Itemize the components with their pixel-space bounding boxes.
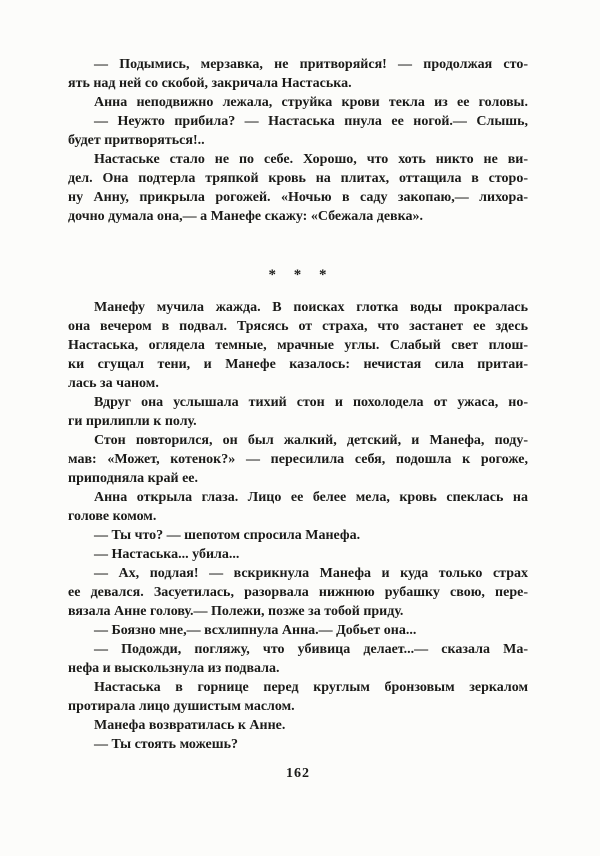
text-line: — Неужто прибила? — Настаська пнула ее ногой.— Слышь, — [94, 114, 528, 129]
text-line: нефа и выскользнула из подвала. — [68, 661, 280, 676]
text-line: Анна открыла глаза. Лицо ее белее мела, кровь спеклась на — [94, 490, 528, 505]
text-block — [68, 55, 528, 754]
text-line: ее девался. Засуетилась, разорвала нижнюю рубашку свою, пере- — [68, 585, 528, 600]
text-line: Настаське стало не по себе. Хорошо, что хоть никто не ви- — [94, 152, 528, 167]
text-line: ять над ней со скобой, закричала Настаська. — [68, 76, 352, 91]
text-line: дел. Она подтерла тряпкой кровь на плитах, оттащила в сторо- — [68, 171, 528, 186]
text-line: Настаська, оглядела темные, мрачные углы. Слабый свет плош- — [68, 338, 528, 353]
text-line: — Ах, подлая! — вскрикнула Манефа и куда только страх — [94, 566, 528, 581]
text-line: Вдруг она услышала тихий стон и похолодела от ужаса, но- — [94, 395, 528, 410]
text-line: — Настаська... убила... — [94, 547, 240, 562]
text-line: лась за чаном. — [68, 376, 159, 391]
text-line: вязала Анне голову.— Полежи, позже за тобой приду. — [68, 604, 404, 619]
text-line: ки сгущал тени, и Манефе казалось: нечистая сила притаи- — [68, 357, 528, 372]
text-line: Стон повторился, он был жалкий, детский, и Манефа, поду- — [94, 433, 528, 448]
text-line: будет притворяться!.. — [68, 133, 205, 148]
section-separator: * * * — [268, 267, 328, 283]
text-line: Манефа возвратилась к Анне. — [94, 718, 286, 733]
text-line: приподняла край ее. — [68, 471, 199, 486]
text-line: голове комом. — [68, 509, 157, 524]
text-line: — Боязно мне,— всхлипнула Анна.— Добьет она... — [94, 623, 417, 638]
text-line: протирала лицо душистым маслом. — [68, 699, 295, 714]
text-line: Анна неподвижно лежала, струйка крови текла из ее головы. — [94, 95, 528, 110]
text-line: — Подожди, погляжу, что убивица делает...— сказала Ма- — [94, 642, 528, 657]
text-line: — Подымись, мерзавка, не притворяйся! — продолжая сто- — [94, 57, 528, 72]
text-line: дочно думала она,— а Манефе скажу: «Сбежала девка». — [68, 209, 423, 224]
text-line: она вечером в подвал. Трясясь от страха, что застанет ее здесь — [68, 319, 528, 334]
text-line: мав: «Может, котенок?» — пересилила себя, подошла к рогоже, — [68, 452, 528, 467]
page-number: 162 — [286, 766, 310, 781]
text-line: ги прилипли к полу. — [68, 414, 197, 429]
text-line: — Ты что? — шепотом спросила Манефа. — [94, 528, 361, 543]
text-line: — Ты стоять можешь? — [94, 737, 238, 752]
text-line: ну Анну, прикрыла рогожей. «Ночью в саду закопаю,— лихора- — [68, 190, 528, 205]
text-line: Манефу мучила жажда. В поисках глотка воды прокралась — [94, 300, 528, 315]
text-line: Настаська в горнице перед круглым бронзовым зеркалом — [94, 680, 528, 695]
